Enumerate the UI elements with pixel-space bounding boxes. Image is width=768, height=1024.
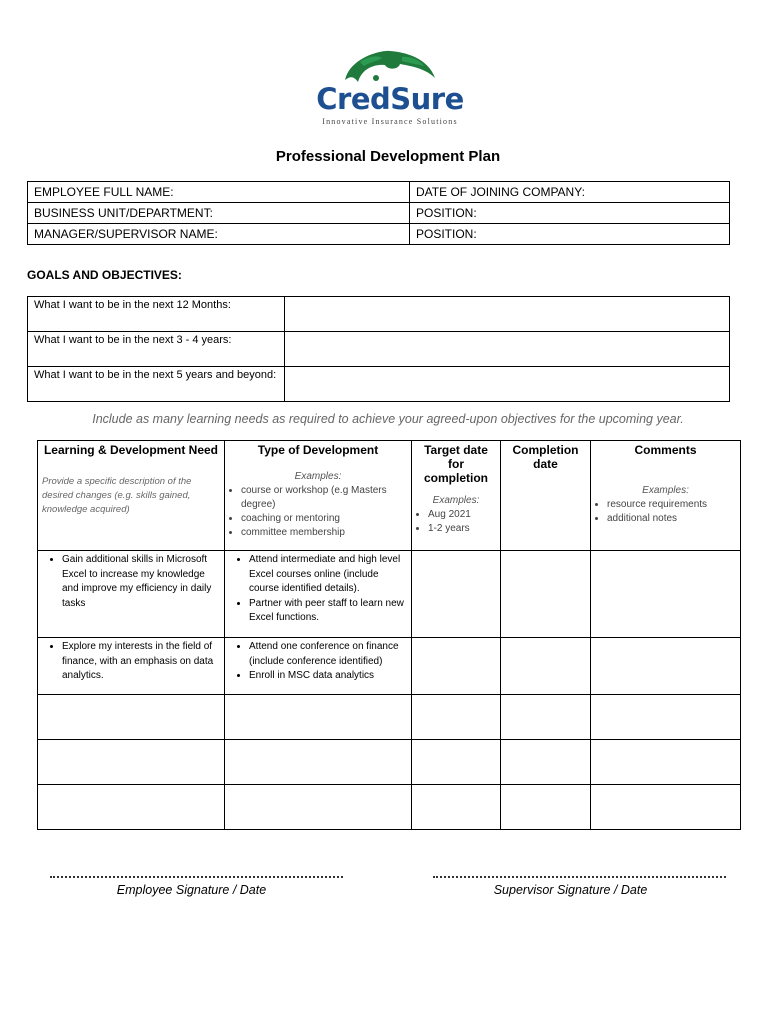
need-cell[interactable] xyxy=(38,785,225,830)
comments-cell[interactable] xyxy=(591,695,741,740)
type-cell[interactable] xyxy=(225,785,412,830)
list-item: • Enroll in MSC data analytics xyxy=(249,669,407,684)
completion-date-cell[interactable] xyxy=(501,695,591,740)
header-label: Comments xyxy=(634,443,697,457)
list-item: • Gain additional skills in Microsoft Excel to increase my knowledge and improve my efficiency in daily tasks xyxy=(62,553,220,611)
brand-tagline: Innovative Insurance Solutions xyxy=(322,117,458,126)
table-row xyxy=(38,638,741,695)
examples-label: Examples: xyxy=(294,471,342,482)
page-title: Professional Development Plan xyxy=(275,148,501,165)
list-item: • Aug 2021 xyxy=(428,508,496,522)
list-item: • Attend intermediate and high level Excel courses online (include course identified details). xyxy=(249,553,407,597)
employee-info-table xyxy=(27,181,730,245)
header-comments xyxy=(591,441,741,551)
header-need xyxy=(38,441,225,551)
need-list xyxy=(42,640,220,684)
target-date-cell[interactable] xyxy=(412,785,501,830)
joining-date-field[interactable]: DATE OF JOINING COMPANY: xyxy=(410,182,730,203)
header-label: Target date for completion xyxy=(423,443,488,485)
need-cell[interactable] xyxy=(38,740,225,785)
header-label: Type of Development xyxy=(257,443,379,457)
header-description: Provide a specific description of the desired changes (e.g. skills gained, knowledge acquired) xyxy=(42,476,192,515)
table-row xyxy=(28,182,730,203)
list-item: • resource requirements xyxy=(607,498,736,512)
employee-signature-label: Employee Signature / Date xyxy=(116,883,267,897)
department-field[interactable]: BUSINESS UNIT/DEPARTMENT: xyxy=(28,203,410,224)
type-cell[interactable] xyxy=(225,638,412,695)
list-item: • Explore my interests in the field of finance, with an emphasis on data analytics. xyxy=(62,640,220,684)
header-target-date xyxy=(412,441,501,551)
supervisor-signature-line[interactable] xyxy=(433,876,726,878)
comments-cell[interactable] xyxy=(591,551,741,638)
type-cell[interactable] xyxy=(225,695,412,740)
completion-date-cell[interactable] xyxy=(501,785,591,830)
goals-table xyxy=(27,296,730,402)
table-row xyxy=(28,297,730,332)
list-item: • additional notes xyxy=(607,512,736,526)
examples-label: Examples: xyxy=(432,495,480,506)
table-row xyxy=(28,367,730,402)
employee-signature-line[interactable] xyxy=(50,876,343,878)
instruction-note: Include as many learning needs as required to achieve your agreed-upon objectives for the upcoming year. xyxy=(92,412,684,426)
type-list xyxy=(229,640,407,684)
goals-heading: GOALS AND OBJECTIVES: xyxy=(27,268,182,282)
manager-name-field[interactable]: MANAGER/SUPERVISOR NAME: xyxy=(28,224,410,245)
header-label: Completion date xyxy=(512,443,579,471)
table-row xyxy=(28,332,730,367)
goal-label: What I want to be in the next 5 years and beyond: xyxy=(28,367,285,402)
comments-cell[interactable] xyxy=(591,638,741,695)
completion-date-cell[interactable] xyxy=(501,551,591,638)
header-type xyxy=(225,441,412,551)
need-cell[interactable] xyxy=(38,551,225,638)
type-cell[interactable] xyxy=(225,551,412,638)
goal-label: What I want to be in the next 12 Months: xyxy=(28,297,285,332)
target-date-cell[interactable] xyxy=(412,638,501,695)
employee-name-field[interactable]: EMPLOYEE FULL NAME: xyxy=(28,182,410,203)
supervisor-signature-label: Supervisor Signature / Date xyxy=(493,883,648,897)
header-label: Learning & Development Need xyxy=(43,443,219,457)
table-row xyxy=(28,203,730,224)
position-field[interactable]: POSITION: xyxy=(410,203,730,224)
need-cell[interactable] xyxy=(38,695,225,740)
comments-cell[interactable] xyxy=(591,785,741,830)
table-header-row xyxy=(38,441,741,551)
comments-cell[interactable] xyxy=(591,740,741,785)
target-date-cell[interactable] xyxy=(412,551,501,638)
target-date-cell[interactable] xyxy=(412,740,501,785)
list-item: • Partner with peer staff to learn new Excel functions. xyxy=(249,597,407,626)
table-row xyxy=(38,740,741,785)
table-row xyxy=(38,695,741,740)
table-row xyxy=(28,224,730,245)
goal-answer-field[interactable] xyxy=(285,367,730,402)
need-cell[interactable] xyxy=(38,638,225,695)
list-item: • Attend one conference on finance (include conference identified) xyxy=(249,640,407,669)
list-item: • coaching or mentoring xyxy=(241,512,407,526)
examples-list xyxy=(229,484,407,540)
list-item: • committee membership xyxy=(241,526,407,540)
development-plan-table xyxy=(37,440,741,830)
header-completion-date xyxy=(501,441,591,551)
goal-answer-field[interactable] xyxy=(285,332,730,367)
examples-list xyxy=(595,498,736,526)
type-cell[interactable] xyxy=(225,740,412,785)
need-list xyxy=(42,553,220,611)
manager-position-field[interactable]: POSITION: xyxy=(410,224,730,245)
goal-label: What I want to be in the next 3 - 4 years: xyxy=(28,332,285,367)
list-item: • course or workshop (e.g Masters degree) xyxy=(241,484,407,512)
target-date-cell[interactable] xyxy=(412,695,501,740)
table-row xyxy=(38,785,741,830)
company-logo xyxy=(300,48,480,130)
examples-label: Examples: xyxy=(642,485,689,496)
list-item: • 1-2 years xyxy=(428,522,496,536)
completion-date-cell[interactable] xyxy=(501,740,591,785)
goal-answer-field[interactable] xyxy=(285,297,730,332)
table-row xyxy=(38,551,741,638)
completion-date-cell[interactable] xyxy=(501,638,591,695)
brand-name: CredSure xyxy=(316,82,464,116)
type-list xyxy=(229,553,407,626)
examples-list xyxy=(416,508,496,536)
